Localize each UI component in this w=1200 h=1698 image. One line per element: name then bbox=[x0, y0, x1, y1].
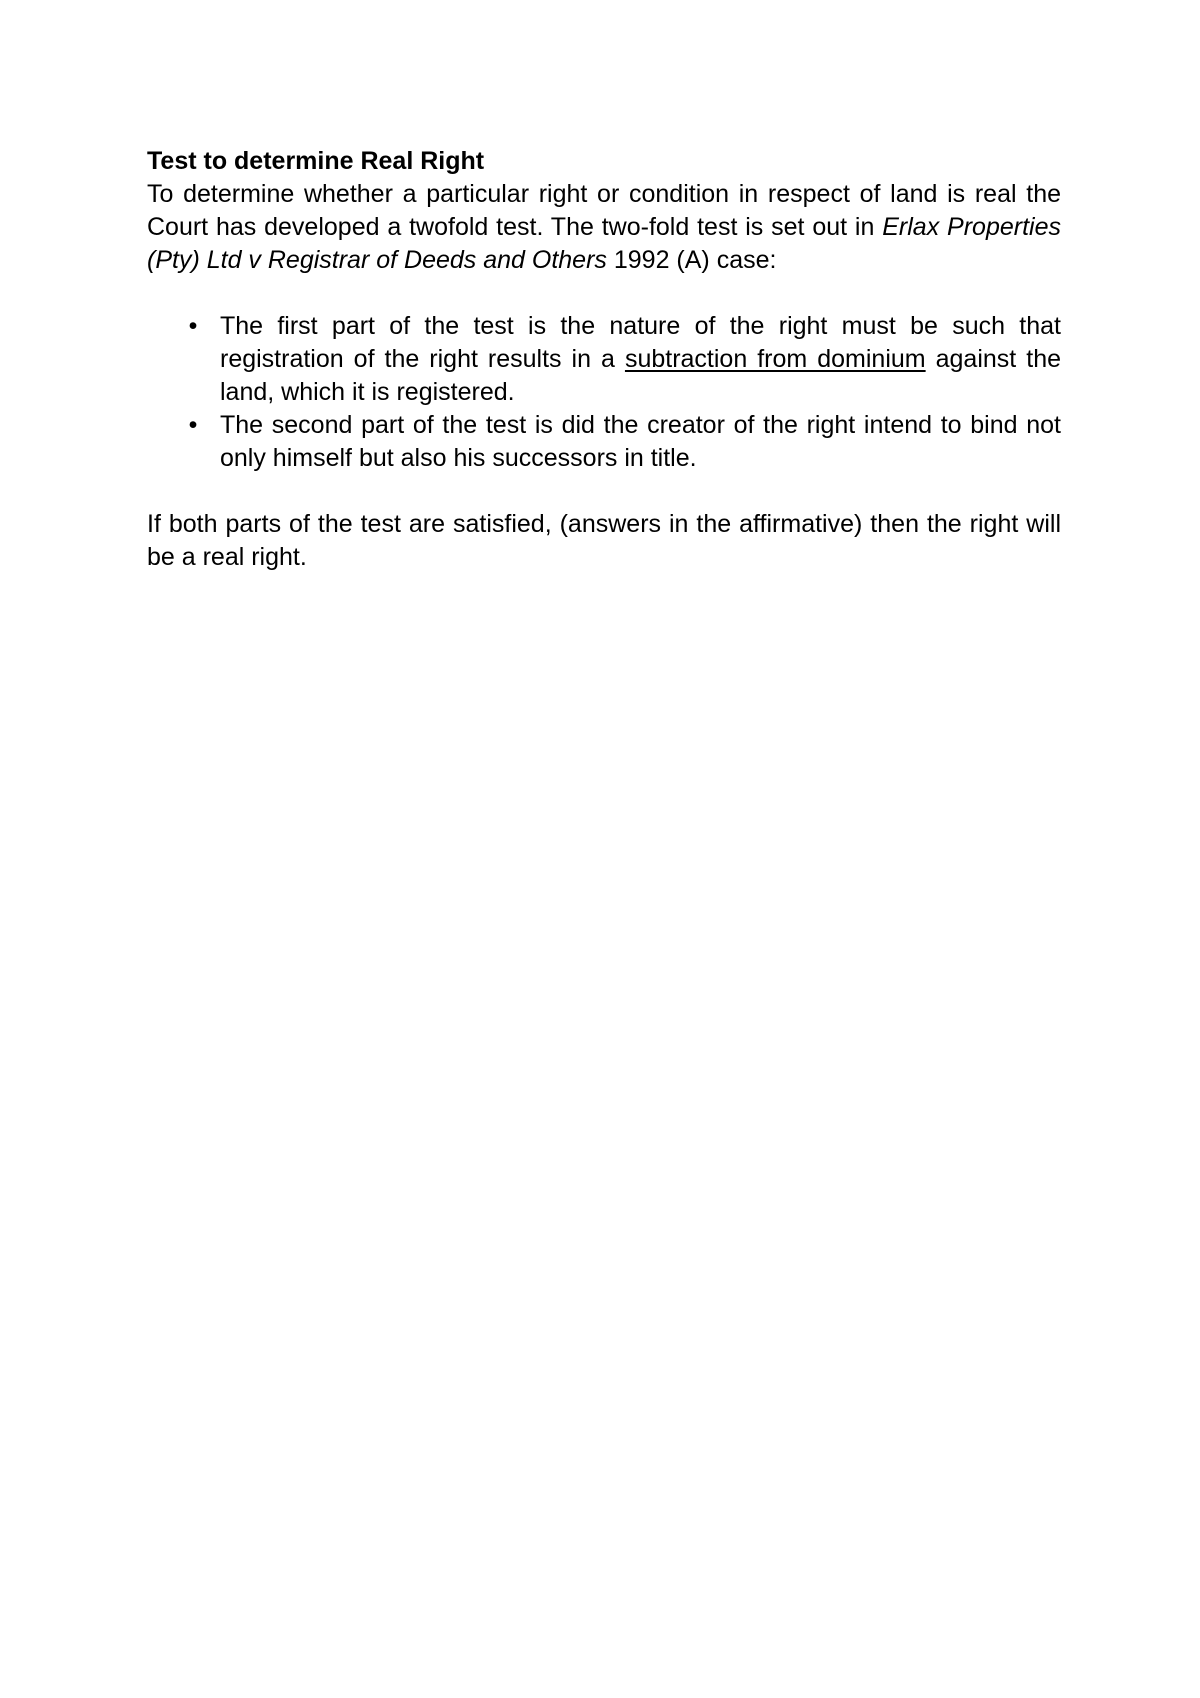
section-heading: Test to determine Real Right bbox=[147, 147, 485, 175]
conclusion-paragraph: If both parts of the test are satisfied, (answers in the affirmative) then the right will be a real right. bbox=[147, 510, 1061, 571]
case-citation: 1992 (A) case: bbox=[606, 246, 777, 274]
subtraction-from-dominium: subtraction from dominium bbox=[624, 345, 926, 373]
list-item-first-part bbox=[147, 310, 1061, 409]
test-parts-list bbox=[147, 310, 1061, 475]
first-part-text: The first part of the test is the nature of the right must be such that registration of the right results in a bbox=[220, 312, 1061, 373]
first-part-text-end: against the land, which it is registered. bbox=[220, 345, 1062, 406]
list-item-second-part bbox=[147, 409, 1061, 475]
bullet-icon: • bbox=[188, 411, 198, 439]
case-name: Erlax Properties (Pty) Ltd v Registrar of Deeds and Others bbox=[147, 213, 1061, 274]
intro-paragraph bbox=[147, 178, 1061, 277]
intro-text: To determine whether a particular right or condition in respect of land is real the Court has developed a twofold test. The two-fold test is set out in bbox=[147, 180, 1061, 241]
document-body bbox=[147, 145, 1061, 574]
second-part-text: The second part of the test is did the creator of the right intend to bind not only himself but also his successors in title. bbox=[220, 411, 1061, 472]
bullet-icon: • bbox=[188, 312, 198, 340]
